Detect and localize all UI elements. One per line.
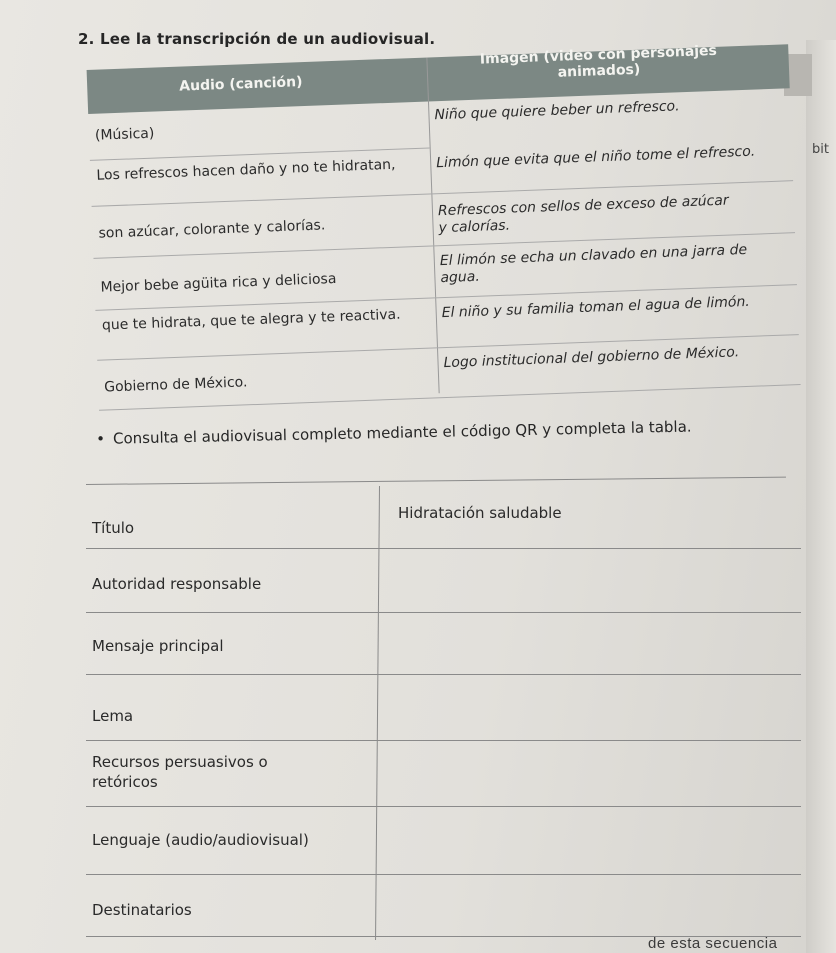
instruction	[96, 418, 692, 448]
audio-cell: Mejor bebe agüita rica y deliciosa	[100, 270, 337, 296]
row-label: Recursos persuasivos o retóricos	[92, 753, 268, 791]
image-cell: El niño y su familia toman el agua de limón.	[441, 293, 751, 322]
image-cell: El limón se echa un clavado en una jarra de agua.	[439, 241, 748, 287]
edge-text: bit	[812, 142, 829, 157]
audio-cell: que te hidrata, que te alegra y te reactiva.	[101, 306, 401, 334]
activity-heading: 2. Lee la transcripción de un audiovisual.	[78, 30, 436, 48]
audio-cell: Gobierno de México.	[103, 374, 248, 396]
answer-field[interactable]	[398, 574, 778, 598]
row-divider	[86, 740, 801, 741]
answer-field[interactable]	[398, 706, 778, 730]
row-label: Destinatarios	[92, 901, 192, 919]
row-divider	[86, 477, 786, 485]
footer-text: de esta secuencia	[648, 935, 778, 952]
bullet-icon: •	[96, 429, 106, 448]
completion-table	[86, 470, 806, 940]
image-cell: Logo institucional del gobierno de México.	[443, 344, 740, 372]
answer-field[interactable]	[398, 830, 778, 854]
row-divider	[86, 612, 801, 613]
answer-field[interactable]	[398, 760, 778, 784]
row-divider	[86, 548, 801, 549]
instruction-text: Consulta el audiovisual completo mediante el código QR y completa la tabla.	[112, 417, 692, 448]
transcription-table	[86, 28, 801, 413]
answer-field[interactable]	[398, 636, 778, 660]
audio-cell: (Música)	[94, 125, 155, 144]
image-cell: Limón que evita que el niño tome el refresco.	[435, 143, 756, 172]
row-label: Título	[92, 519, 135, 537]
row-label: Mensaje principal	[92, 637, 224, 655]
row-label: Autoridad responsable	[92, 575, 262, 593]
column-divider	[375, 486, 380, 940]
row-label: Lema	[92, 707, 134, 725]
row-divider	[86, 806, 801, 807]
audio-cell: son azúcar, colorante y calorías.	[98, 217, 326, 242]
image-cell: Niño que quiere beber un refresco.	[434, 98, 680, 124]
row-divider	[86, 674, 801, 675]
header-audio: Audio (canción)	[178, 74, 303, 95]
audio-cell: Los refrescos hacen daño y no te hidratan,	[96, 156, 396, 184]
row-label: Lenguaje (audio/audiovisual)	[92, 831, 309, 849]
header-image: Imagen (video con personajes animados)	[479, 42, 718, 81]
page-edge	[806, 40, 836, 953]
answer-field[interactable]	[398, 894, 778, 918]
row-divider	[86, 874, 801, 875]
title-value: Hidratación saludable	[398, 504, 562, 522]
image-cell: Refrescos con sellos de exceso de azúcar y calorías.	[437, 192, 729, 237]
